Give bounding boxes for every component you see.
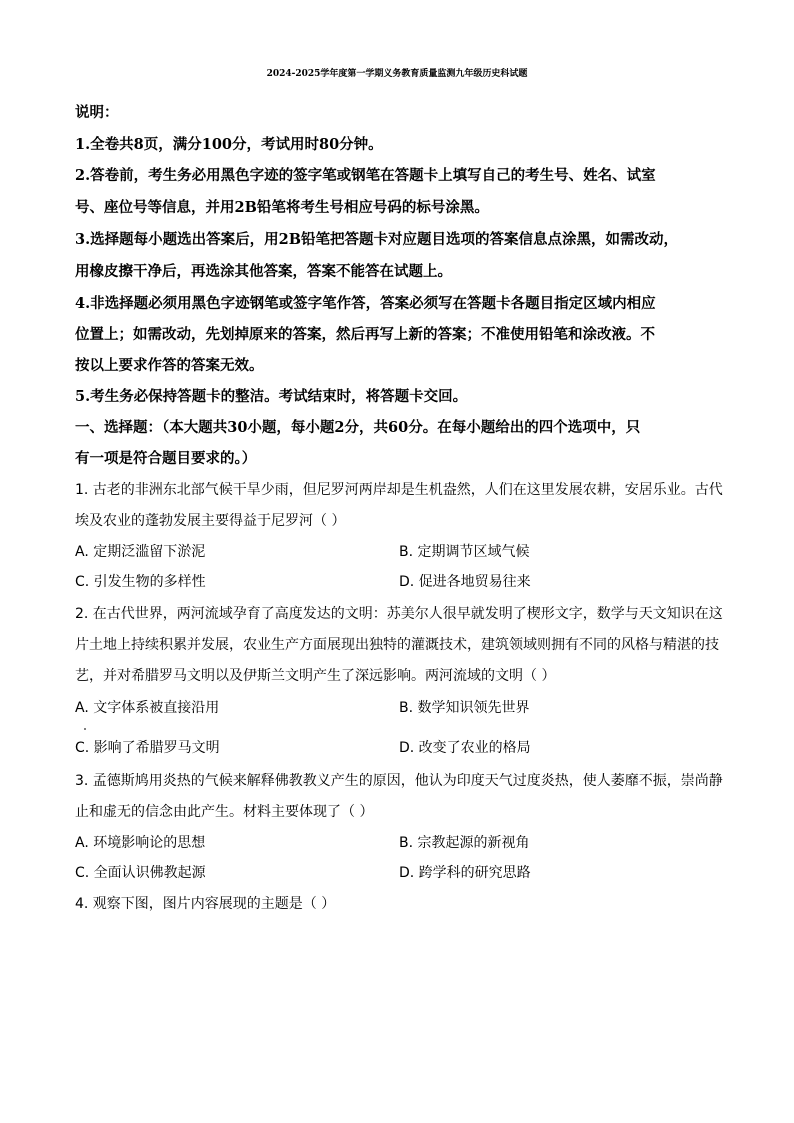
question-2-option-b: B. 数学知识领先世界 (399, 700, 530, 716)
question-2-stem: 片土地上持续积累并发展，农业生产方面展现出独特的灌溉技术，建筑领域则拥有不同的风格与精湛的技 (75, 637, 719, 653)
question-1-option-d: D. 促进各地贸易往来 (399, 574, 531, 590)
question-1-option-c: C. 引发生物的多样性 (75, 574, 206, 590)
instruction-line: 用橡皮擦干净后，再选涂其他答案，答案不能答在试题上。 (75, 263, 452, 280)
question-1-option-b: B. 定期调节区域气候 (399, 544, 530, 560)
question-2-stem: 2. 在古代世界，两河流域孕育了高度发达的文明：苏美尔人很早就发明了楔形文字，数学与天文知识在这 (75, 606, 723, 622)
question-1-option-a: A. 定期泛滥留下淤泥 (75, 544, 206, 560)
section-heading: 有一项是符合题目要求的。） (75, 450, 257, 467)
question-1-stem: 1. 古老的非洲东北部气候干旱少雨，但尼罗河两岸却是生机盎然，人们在这里发展农耕，安居乐业。古代 (75, 482, 723, 498)
question-4-stem: 4. 观察下图，图片内容展现的主题是（ ） (75, 896, 336, 912)
instruction-line: 2.答卷前，考生务必用黑色字迹的签字笔或钢笔在答题卡上填写自己的考生号、姓名、试室 (75, 167, 656, 184)
stray-dot-mark (84, 728, 86, 730)
instruction-line: 号、座位号等信息，并用2B铅笔将考生号相应号码的标号涂黑。 (75, 199, 489, 216)
instruction-line: 1.全卷共8页，满分100分，考试用时80分钟。 (75, 136, 383, 153)
question-3-option-a: A. 环境影响论的思想 (75, 835, 206, 851)
question-3-option-c: C. 全面认识佛教起源 (75, 865, 206, 881)
instruction-line: 4.非选择题必须用黑色字迹钢笔或签字笔作答，答案必须写在答题卡各题目指定区域内相应 (75, 295, 656, 312)
page-title: 2024-2025学年度第一学期义务教育质量监测九年级历史科试题 (266, 69, 528, 79)
question-3-stem: 止和虚无的信念由此产生。材料主要体现了（ ） (75, 804, 374, 820)
question-2-option-c: C. 影响了希腊罗马文明 (75, 740, 220, 756)
question-2-option-d: D. 改变了农业的格局 (399, 740, 531, 756)
instruction-line: 位置上；如需改动，先划掉原来的答案，然后再写上新的答案；不准使用铅笔和涂改液。不 (75, 326, 655, 343)
question-2-option-a: A. 文字体系被直接沿用 (75, 700, 220, 716)
instruction-line: 5.考生务必保持答题卡的整洁。考试结束时，将答题卡交回。 (75, 388, 468, 405)
section-heading: 一、选择题：（本大题共30小题，每小题2分，共60分。在每小题给出的四个选项中，只 (75, 419, 641, 436)
question-3-option-d: D. 跨学科的研究思路 (399, 865, 531, 881)
question-3-stem: 3. 孟德斯鸠用炎热的气候来解释佛教教义产生的原因，他认为印度天气过度炎热，使人萎靡不振，崇尚静 (75, 773, 723, 789)
instructions-heading: 说明： (75, 104, 119, 121)
question-3-option-b: B. 宗教起源的新视角 (399, 835, 530, 851)
question-1-stem: 埃及农业的蓬勃发展主要得益于尼罗河（ ） (75, 513, 346, 529)
question-2-stem: 艺，并对希腊罗马文明以及伊斯兰文明产生了深远影响。两河流域的文明（ ） (75, 668, 556, 684)
instruction-line: 3.选择题每小题选出答案后，用2B铅笔把答题卡对应题目选项的答案信息点涂黑，如需改动， (75, 231, 678, 248)
instruction-line: 按以上要求作答的答案无效。 (75, 357, 264, 374)
